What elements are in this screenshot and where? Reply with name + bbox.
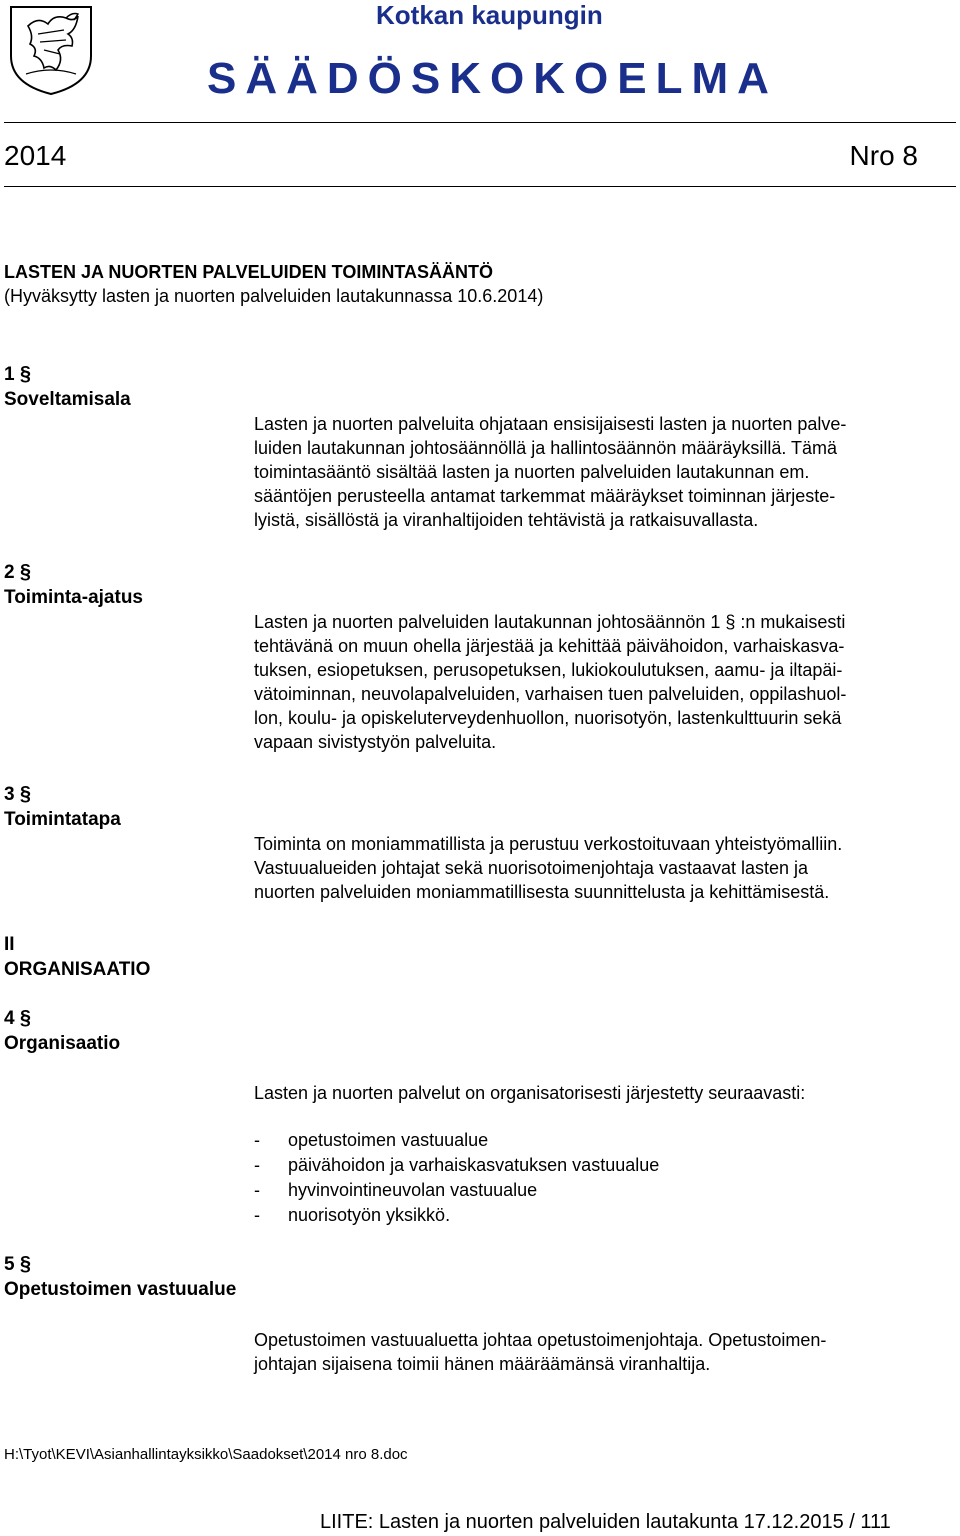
organisation-list [254, 1128, 954, 1228]
section-2-body: Lasten ja nuorten palveluiden lautakunnan johtosäännön 1 § :n mukaisesti tehtävänä on muun ohella järjestää ja kehittää päivähoidon, varhaiskasva- tuksen, esiopetuksen, perusopetuksen, lukiokoulutuksen, aamu- ja iltapäi- vätoiminnan, neuvolapalveluiden, varhaisen tuen palveluiden, oppilashuol- lon, koulu- ja opiskeluterveydenhuollon, nuorisotyön, lastenkulttuurin sekä vapaan sivistystyön palveluita. [254, 612, 847, 752]
section-1-heading: 1 § Soveltamisala [4, 363, 131, 410]
kotka-eagle-crest-icon [8, 4, 94, 96]
section-5-body: Opetustoimen vastuualuetta johtaa opetustoimenjohtaja. Opetustoimen- johtajan sijaisena toimii hänen määräämänsä viranhaltija. [254, 1330, 827, 1374]
section-2-heading: 2 § Toiminta-ajatus [4, 561, 143, 608]
section-1-body: Lasten ja nuorten palveluita ohjataan ensisijaisesti lasten ja nuorten palve- luiden lautakunnan johtosäännöllä ja hallintosäännön määräyksillä. Tämä toimintasääntö sisältää lasten ja nuorten palveluiden lautakunnan em. sääntöjen perusteella antamat tarkemmat määräykset toiminnan järjeste- lyistä, sisällöstä ja viranhaltijoiden tehtävistä ja ratkaisuvallasta. [254, 414, 847, 530]
section-5-heading: 5 § Opetustoimen vastuualue [4, 1253, 237, 1300]
section-4-heading: 4 § Organisaatio [4, 1007, 121, 1054]
collection-title: SÄÄDÖSKOKOELMA [207, 54, 778, 103]
list-item: - hyvinvointineuvolan vastuualue [254, 1180, 538, 1200]
section-4-intro: Lasten ja nuorten palvelut on organisatorisesti järjestetty seuraavasti: [254, 1083, 806, 1103]
header-rule [4, 122, 956, 123]
list-item: - nuorisotyön yksikkö. [254, 1205, 451, 1225]
document-subtitle: (Hyväksytty lasten ja nuorten palveluiden lautakunnassa 10.6.2014) [4, 286, 544, 306]
file-path: H:\Tyot\KEVI\Asianhallintayksikko\Saadokset\2014 nro 8.doc [4, 1446, 408, 1463]
list-item: - opetustoimen vastuualue [254, 1130, 489, 1150]
footer-note: LIITE: Lasten ja nuorten palveluiden lautakunta 17.12.2015 / 111 [320, 1511, 891, 1533]
issue-number: Nro 8 [849, 140, 918, 171]
issue-year: 2014 [4, 140, 67, 171]
section-3-heading: 3 § Toimintatapa [4, 783, 121, 830]
section-3-body: Toiminta on moniammatillista ja perustuu verkostoituvaan yhteistyömalliin. Vastuualueiden johtajat sekä nuorisotoimenjohtaja vastaavat lasten ja nuorten palveluiden moniammatillisesta suunnittelusta ja kehittämisestä. [254, 834, 843, 902]
city-name: Kotkan kaupungin [376, 0, 603, 30]
header-rule-lower [4, 186, 956, 187]
list-item: - päivähoidon ja varhaiskasvatuksen vastuualue [254, 1155, 660, 1175]
document-title: LASTEN JA NUORTEN PALVELUIDEN TOIMINTASÄÄNTÖ [4, 262, 494, 282]
chapter-2-heading: II ORGANISAATIO [4, 934, 151, 980]
